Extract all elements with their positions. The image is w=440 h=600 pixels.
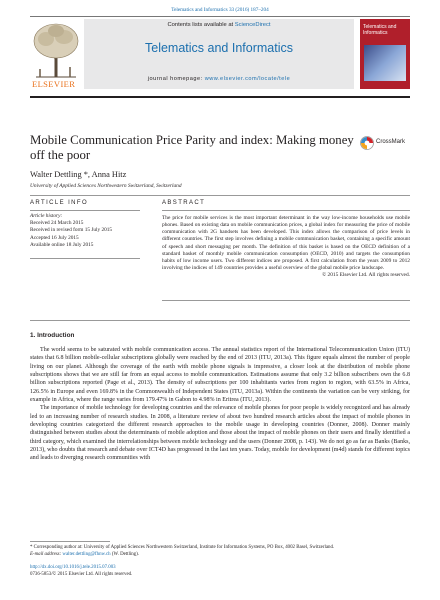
header-top-rule	[30, 16, 410, 17]
journal-title: Telematics and Informatics	[145, 41, 293, 55]
paragraph: The world seems to be saturated with mobile communication access. The annual statistics report of the International Telecommunication Union (ITU) states that 6.8 billion mobile-cellular subscriptions globally were reached by the end of 2013 (ITU, 2013a). This figure equals almost the number of people living on our planet. Although the coverage of the earth with mobile phone signals is impressive, a closer look at the distribution of mobile phone subscriptions shows that we are still far from an equal access to mobile communication. Estimations assume that only 3.2 billion subscribers own the 6.8 billion subscriptions reported (Page et al., 2013). The density of subscriptions per 100 inhabitants varies from region to region, with 63.5% in Africa, 126.5% in Europe and even 169.8% in the Commonwealth of Independent States (ITU, 2013a). Within the continents the variation can be very striking, for example in Africa, where the range varies from 179.47% in Gabon to 4.98% in Eritrea (ITU, 2013).	[30, 347, 410, 404]
footnote-text: * Corresponding author at: University of Applied Sciences Northwestern Switzerland, Institute for Information Systems, PO Box, 4002 Basel, Switzerland.	[30, 545, 335, 550]
abstract-heading: ABSTRACT	[162, 200, 206, 206]
cover-image	[364, 45, 406, 81]
history-item: Available online 18 July 2015	[30, 241, 94, 248]
divider	[30, 320, 410, 321]
doi-block	[30, 565, 132, 578]
doi-link[interactable]: http://dx.doi.org/10.1016/j.tele.2015.07.003	[30, 565, 116, 570]
elsevier-wordmark: ELSEVIER	[32, 79, 76, 89]
email-prefix: E-mail address:	[30, 551, 63, 557]
article-title: Mobile Communication Price Parity and index: Making money off the poor	[30, 133, 354, 162]
crossmark-badge[interactable]	[360, 136, 410, 150]
cover-title: Telematics and Informatics	[363, 24, 397, 36]
contents-line	[84, 22, 354, 28]
journal-header	[30, 16, 410, 104]
journal-homepage	[84, 76, 354, 82]
abstract-copyright: © 2015 Elsevier Ltd. All rights reserved.	[322, 272, 410, 279]
article-info-heading: ARTICLE INFO	[30, 200, 89, 206]
divider	[30, 210, 140, 211]
elsevier-tree-icon	[30, 19, 82, 79]
header-bottom-rule	[30, 96, 410, 98]
section-body	[30, 346, 410, 463]
homepage-prefix: journal homepage:	[147, 76, 205, 82]
footnote-email-line	[30, 552, 410, 559]
crossmark-label: CrossMark	[376, 139, 406, 145]
paragraph: The importance of mobile technology for developing countries and the relevance of mobile phones for poor people is widely recognized and has already led to an increasing number of research studies. In 2008, a literature review of about two hundred research articles about the impact of mobile phones in developing countries categorized the different research approaches to the mobile usage in developing countries (Donner, 2008). Donner mainly distinguished between studies about the determinants of mobile adoption and those about the impact of mobile phones on their users and finally identified a third category, which examined the interrelationships between mobile technology and the users (Donner 2008, p. 143). We do not go as far as Banks (Banks, 2013), who doubts that research and debate over ICT4D has progressed in the last ten years. Today, mobile for development (m4d) stands for different topics and leads to diverging research communities with	[30, 405, 410, 462]
email-link[interactable]: walter.dettling@fhnw.ch	[62, 551, 111, 557]
contents-prefix: Contents lists available at	[167, 22, 235, 28]
elsevier-logo	[30, 19, 82, 89]
history-item: Received in revised form 15 July 2015	[30, 227, 113, 234]
email-suffix: (W. Dettling).	[110, 551, 139, 557]
author-affiliation: University of Applied Sciences Northwestern Switzerland, Switzerland	[30, 183, 182, 189]
history-item: Accepted 16 July 2015	[30, 234, 79, 241]
history-label: Article history:	[30, 213, 63, 219]
homepage-link[interactable]: www.elsevier.com/locate/tele	[204, 76, 291, 82]
history-item: Received 24 March 2015	[30, 220, 84, 227]
divider	[162, 210, 410, 211]
crossmark-icon	[360, 136, 374, 150]
issn-line: 0736-5853/© 2015 Elsevier Ltd. All rights reserved.	[30, 571, 133, 577]
sciencedirect-link[interactable]: ScienceDirect	[234, 22, 271, 28]
divider	[30, 258, 140, 259]
divider	[162, 300, 410, 301]
journal-info-box	[84, 19, 354, 89]
journal-cover	[360, 19, 410, 89]
footnote-rule	[30, 541, 110, 542]
abstract-text: The price for mobile services is the most important determinant in the way low-income households use mobile phones. Based on existing data on mobile communication prices, a global index for measuring the price of mobile communication with 2G handsets has been developed. This index allows the comparison of price levels in different countries. The first step involves defining a mobile communication basket, containing a specific amount of speech and short messaging per month. The definition of this basket is based on the OECD definition of a standard basket of monthly mobile communication consumption (OECD, 2010) and targets the consumption habits of low income users. Two different indices are proposed. A first calculation from the years 2009 to 2012 involving the indices of 149 countries provides a useful overview of the global mobile price landscape.	[162, 215, 410, 272]
divider	[30, 195, 410, 196]
article-history	[30, 213, 140, 249]
section-heading: 1. Introduction	[30, 332, 75, 339]
author-list: Walter Dettling *, Anna Hitz	[30, 170, 127, 179]
journal-citation[interactable]: Telematics and Informatics 33 (2016) 187–204	[171, 7, 269, 13]
corresponding-author-note	[30, 545, 410, 558]
abstract-body	[162, 215, 410, 279]
